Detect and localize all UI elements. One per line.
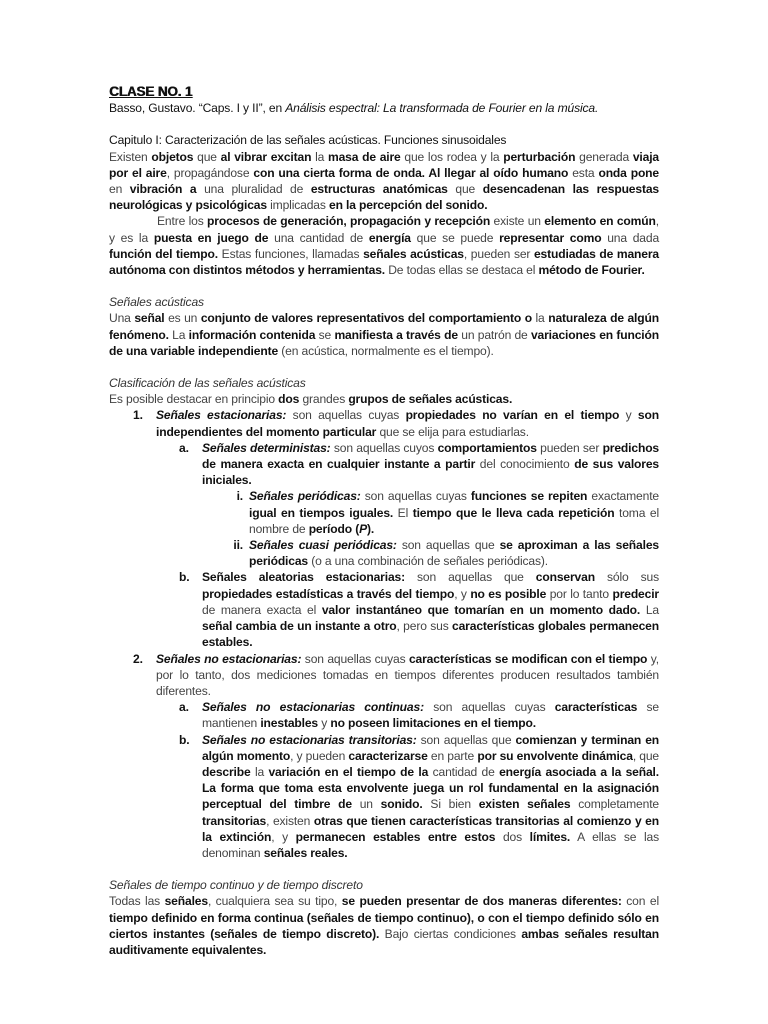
emphasized-text: existen señales xyxy=(478,797,571,812)
body-text: en xyxy=(109,182,130,197)
list-item-1a-ii xyxy=(109,537,659,569)
emphasized-text: objetos xyxy=(151,149,194,164)
emphasized-text: función del tiempo. xyxy=(109,246,218,261)
document-heading: CLASE NO. 1 xyxy=(109,84,193,99)
emphasized-text: comienzan y terminan en algún momento xyxy=(202,732,660,763)
body-text: Todas las xyxy=(109,894,165,909)
emphasized-text: estudiadas de manera autónoma con distintos métodos y herramientas. xyxy=(109,246,659,278)
emphasized-text: vibración a xyxy=(129,182,197,197)
body-text: que se puede xyxy=(410,230,500,245)
emphasized-text: límites. xyxy=(529,829,571,844)
body-text: exactamente xyxy=(587,489,659,504)
emphasized-text: señales xyxy=(164,894,208,909)
list-item-1b xyxy=(109,569,659,650)
emphasized-text: variaciones en función de una variable independiente xyxy=(109,327,659,358)
emphasized-text: propiedades no varían en el tiempo xyxy=(405,408,620,423)
emphasized-text: estructuras anatómicas xyxy=(310,182,448,197)
emphasized-text: al vibrar excitan xyxy=(220,149,312,164)
body-text: la xyxy=(250,764,269,779)
emphasized-text: se aproximan a las señales periódicas xyxy=(249,538,659,569)
emphasized-text: tiempo que le lleva cada repetición xyxy=(412,505,615,520)
body-text: El xyxy=(393,505,413,520)
body-text: del conocimiento xyxy=(475,457,575,472)
body-text: son aquellas que xyxy=(416,732,516,747)
body-text: implicadas xyxy=(266,198,329,213)
emphasized-text: predecir xyxy=(612,586,659,601)
intro-paragraph-1 xyxy=(109,149,659,214)
list-marker: 2. xyxy=(133,651,143,666)
body-text: (en acústica, normalmente es el tiempo). xyxy=(278,343,494,358)
body-text: De todas ellas se destaca el xyxy=(385,263,539,278)
list-item-text xyxy=(249,488,659,537)
emphasized-text: período ( xyxy=(308,521,360,536)
emphasized-text: método de Fourier. xyxy=(538,263,645,278)
emphasized-text: características xyxy=(554,700,638,715)
emphasized-text: procesos de generación, propagación y recepción xyxy=(207,214,491,229)
list-marker: b. xyxy=(179,570,190,585)
body-text: y xyxy=(318,716,331,731)
emphasized-text: representar como xyxy=(499,230,602,245)
emphasized-text: conservan xyxy=(535,570,595,585)
list-item-2a xyxy=(109,699,659,731)
emphasized-text: señales reales. xyxy=(263,845,348,860)
list-marker: 1. xyxy=(133,408,143,423)
list-item-text xyxy=(156,407,659,439)
emphasized-text: propiedades estadísticas a través del tiempo xyxy=(202,586,455,601)
document-body xyxy=(109,84,659,958)
emphasized-text: conjunto de valores representativos del comportamiento o xyxy=(200,311,532,326)
emphasized-text: describe xyxy=(202,764,251,779)
body-text: son aquellas que xyxy=(396,538,500,553)
body-text: y, por lo tanto, dos mediciones tomadas en tiempos diferentes producen resultados también diferentes. xyxy=(156,651,659,698)
emphasized-text: características se modifican con el tiempo xyxy=(408,651,648,666)
list-item-2 xyxy=(109,651,659,700)
emphasized-text: perturbación xyxy=(503,149,576,164)
body-text: Estas funciones, llamadas xyxy=(217,246,364,261)
body-text: son aquellas que xyxy=(404,570,536,585)
body-text: toma el nombre de xyxy=(249,505,659,536)
list-item-text xyxy=(202,440,659,489)
body-text: un xyxy=(351,797,381,812)
body-text: y xyxy=(619,408,638,423)
emphasized-text: con una cierta forma de onda. Al llegar al oído humano xyxy=(253,165,569,180)
list-marker: a. xyxy=(179,440,189,455)
body-text: , existen xyxy=(266,813,314,828)
emphasized-text: funciones se repiten xyxy=(470,489,588,504)
emphasized-text: desencadenan las respuestas neurológicas y psicológicas xyxy=(109,182,659,213)
body-text: que los rodea y la xyxy=(400,149,504,164)
list-item-text xyxy=(156,651,659,700)
emphasized-text: Señales periódicas: xyxy=(249,489,361,504)
list-item-1a xyxy=(109,440,659,489)
emphasized-text: P xyxy=(359,521,367,536)
emphasized-text: predichos de manera exacta en cualquier instante a partir xyxy=(202,440,660,472)
body-text: que se elija para estudiarlas. xyxy=(376,424,529,439)
list-item-text xyxy=(202,569,659,650)
citation-title: Análisis espectral: La transformada de Fourier en la música. xyxy=(285,101,599,116)
emphasized-text: igual en tiempos iguales. xyxy=(249,505,394,520)
body-text: son aquellas cuyas xyxy=(301,651,409,666)
body-text: son aquellas cuyos xyxy=(330,440,438,455)
emphasized-text: Señales no estacionarias: xyxy=(156,651,302,666)
body-text: una dada xyxy=(601,230,660,245)
emphasized-text: Señales aleatorias estacionarias: xyxy=(202,570,405,585)
citation xyxy=(109,100,659,116)
emphasized-text: puesta en juego de xyxy=(153,230,269,245)
emphasized-text: variación en el tiempo de la xyxy=(268,764,429,779)
emphasized-text: grupos de señales acústicas. xyxy=(348,392,513,407)
emphasized-text: señal cambia de un instante a otro xyxy=(202,619,397,634)
section-title-tiempo-continuo-discreto: Señales de tiempo continuo y de tiempo discreto xyxy=(109,878,363,893)
emphasized-text: por su envolvente dinámica xyxy=(477,748,633,763)
emphasized-text: Señales no estacionarias transitorias: xyxy=(202,732,417,747)
body-text: son aquellas cuyas xyxy=(423,700,555,715)
list-marker: ii. xyxy=(233,538,243,553)
list-marker: a. xyxy=(179,700,189,715)
body-text: , pero sus xyxy=(396,619,453,634)
emphasized-text: valor instantáneo que tomarían en un momento dado. xyxy=(321,602,641,617)
emphasized-text: manifiesta a través de xyxy=(334,327,458,342)
body-text: en parte xyxy=(427,748,478,763)
body-text: Es posible destacar en principio xyxy=(109,392,279,407)
emphasized-text: tiempo definido en forma continua (señales de tiempo continuo), o con el tiempo definido sólo en ciertos instantes (señales de tiempo discreto). xyxy=(109,910,659,941)
section-paragraph-clasificacion xyxy=(109,391,659,407)
body-text: de manera exacta el xyxy=(202,602,322,617)
emphasized-text: caracterizarse xyxy=(348,748,428,763)
emphasized-text: Señales deterministas: xyxy=(202,440,331,455)
body-text: , propagándose xyxy=(166,165,254,180)
body-text: es un xyxy=(164,311,201,326)
emphasized-text: permanecen estables entre estos xyxy=(295,829,496,844)
emphasized-text: energía asociada a la señal. La forma que toma esta envolvente juega un rol fundamental en la asignación perceptual del timbre de xyxy=(202,764,659,812)
chapter-title: Capitulo I: Caracterización de las señales acústicas. Funciones sinusoidales xyxy=(109,133,507,148)
emphasized-text: de sus valores iniciales. xyxy=(202,457,660,488)
emphasized-text: señal xyxy=(134,311,165,326)
body-text: , y pueden xyxy=(290,748,349,763)
body-text: esta xyxy=(568,165,599,180)
emphasized-text: naturaleza de algún fenómeno. xyxy=(109,311,659,342)
intro-paragraph-2 xyxy=(109,213,659,278)
emphasized-text: no poseen limitaciones en el tiempo. xyxy=(330,716,536,731)
body-text: grandes xyxy=(299,392,349,407)
emphasized-text: son independientes del momento particular xyxy=(156,408,659,439)
emphasized-text: otras que tienen características transitorias al comienzo y en la extinción xyxy=(202,813,659,844)
list-item-2b xyxy=(109,732,659,862)
list-item-1 xyxy=(109,407,659,439)
emphasized-text: elemento en común xyxy=(544,214,656,229)
emphasized-text: onda pone xyxy=(598,165,659,180)
body-text: (o a una combinación de señales periódicas). xyxy=(308,554,548,569)
body-text: La xyxy=(640,602,659,617)
body-text: , que xyxy=(632,748,659,763)
body-text: , y xyxy=(454,586,471,601)
emphasized-text: ambas señales resultan auditivamente equivalentes. xyxy=(109,926,659,957)
list-marker: i. xyxy=(236,489,243,504)
list-marker: b. xyxy=(179,732,190,747)
body-text: son aquellas cuyas xyxy=(286,408,406,423)
citation-prefix: Basso, Gustavo. “Caps. I y II”, en xyxy=(109,101,286,116)
body-text: una pluralidad de xyxy=(196,182,311,197)
emphasized-text: en la percepción del sonido. xyxy=(329,198,488,213)
body-text: , cualquiera sea su tipo, xyxy=(207,894,342,909)
body-text: por lo tanto xyxy=(546,586,613,601)
section-paragraph-senales-acusticas xyxy=(109,310,659,359)
emphasized-text: características globales permanecen estables. xyxy=(202,619,659,650)
body-text: Existen xyxy=(109,149,152,164)
body-text: la xyxy=(311,149,328,164)
body-text: pueden ser xyxy=(536,440,603,455)
section-title-senales-acusticas: Señales acústicas xyxy=(109,295,204,310)
emphasized-text: no es posible xyxy=(470,586,547,601)
body-text: dos xyxy=(495,829,530,844)
body-text: cantidad de xyxy=(428,764,500,779)
body-text: completamente xyxy=(570,797,659,812)
section-paragraph-tiempo-continuo-discreto xyxy=(109,893,659,958)
body-text: Una xyxy=(109,311,135,326)
body-text: generada xyxy=(575,149,633,164)
list-item-text xyxy=(249,537,659,569)
body-text: A ellas se las denominan xyxy=(202,829,660,860)
body-text: Entre los xyxy=(157,214,208,229)
body-text: Bajo ciertas condiciones xyxy=(379,926,522,941)
body-text: que xyxy=(447,182,483,197)
body-text: se mantienen xyxy=(202,700,659,731)
body-text: La xyxy=(168,327,189,342)
emphasized-text: masa de aire xyxy=(328,149,401,164)
emphasized-text: señales acústicas xyxy=(363,246,464,261)
emphasized-text: Señales estacionarias: xyxy=(156,408,287,423)
body-text: son aquellas cuyas xyxy=(360,489,471,504)
body-text: un patrón de xyxy=(457,327,531,342)
emphasized-text: transitorias xyxy=(202,813,267,828)
body-text: , pueden ser xyxy=(463,246,534,261)
section-title-clasificacion: Clasificación de las señales acústicas xyxy=(109,376,306,391)
body-text: , y xyxy=(271,829,296,844)
emphasized-text: se pueden presentar de dos maneras diferentes: xyxy=(341,894,622,909)
emphasized-text: inestables xyxy=(260,716,318,731)
emphasized-text: viaja por el aire xyxy=(109,149,659,180)
body-text: sólo sus xyxy=(594,570,659,585)
body-text: , y es la xyxy=(109,214,659,245)
emphasized-text: sonido. xyxy=(380,797,423,812)
emphasized-text: Señales cuasi periódicas: xyxy=(249,538,397,553)
list-item-text xyxy=(202,699,659,731)
emphasized-text: ). xyxy=(367,521,375,536)
emphasized-text: comportamientos xyxy=(437,440,537,455)
list-item-text xyxy=(202,732,659,862)
emphasized-text: energía xyxy=(368,230,411,245)
emphasized-text: Señales no estacionarias continuas: xyxy=(202,700,424,715)
body-text: existe un xyxy=(490,214,545,229)
body-text: Si bien xyxy=(422,797,479,812)
body-text: se xyxy=(315,327,335,342)
body-text: con el xyxy=(621,894,659,909)
body-text: una cantidad de xyxy=(268,230,369,245)
emphasized-text: información contenida xyxy=(188,327,316,342)
list-item-1a-i xyxy=(109,488,659,537)
emphasized-text: dos xyxy=(278,392,300,407)
body-text: la xyxy=(531,311,549,326)
body-text: que xyxy=(193,149,221,164)
